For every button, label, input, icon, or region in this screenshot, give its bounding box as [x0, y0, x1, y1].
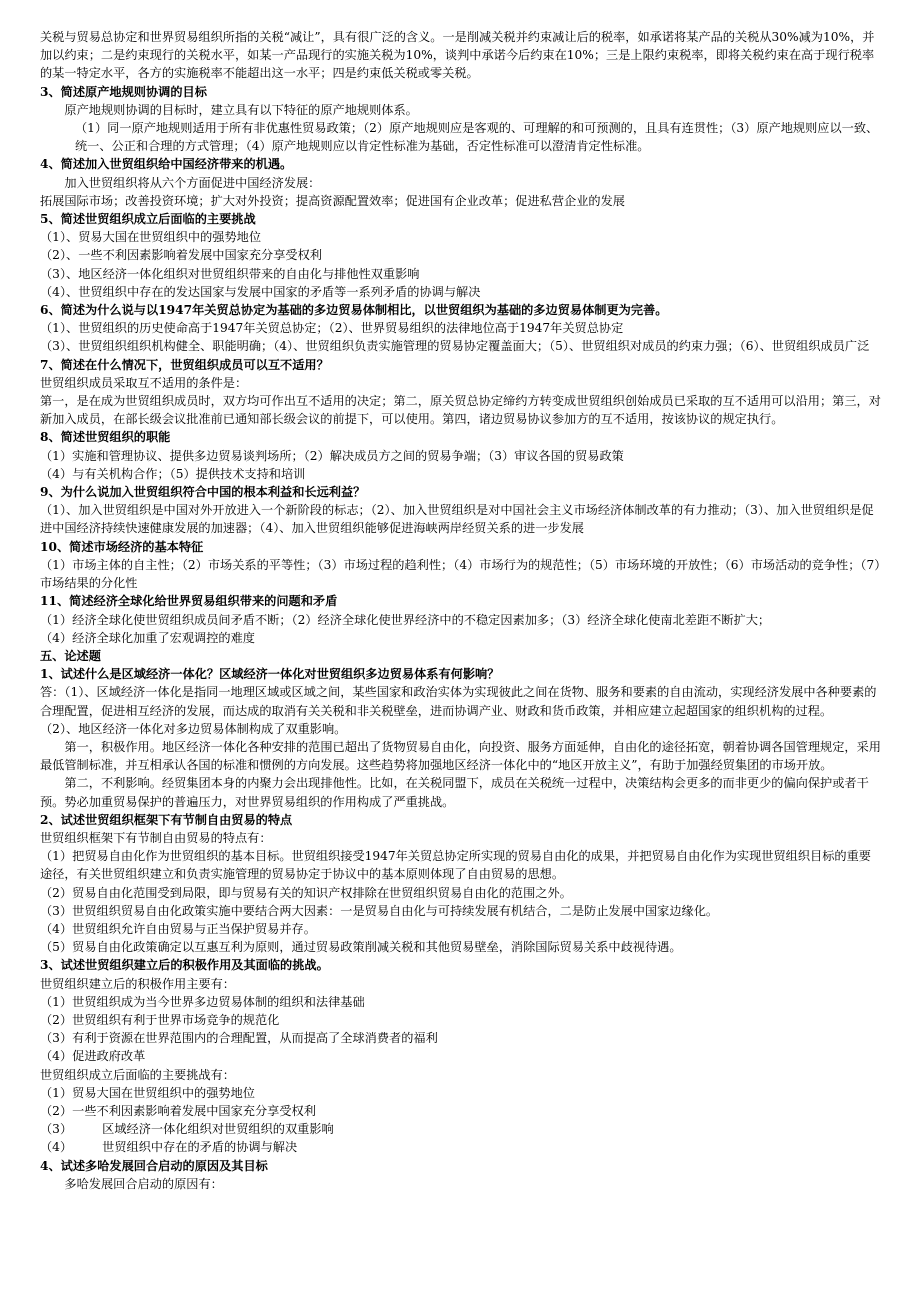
paragraph: （4）、世贸组织中存在的发达国家与发展中国家的矛盾等一系列矛盾的协调与解决 [40, 284, 481, 299]
paragraph: 关税与贸易总协定和世界贸易组织所指的关税“减让”，具有很广泛的含义。一是削减关税并约束减让后的税率，如承诺将某产品的关税从30%减为10%，并加以约束；二是约束现行的关税水平，如某一产品现行的实施关税为10%，谈判中承诺今后约束在10%；三是上限约束税率，即将关税约束在高于现行税率的某一特定水平，各方的实施税率不能超出这一水平；四是约束低关税或零关税。 [40, 30, 875, 81]
section-heading: 3、简述原产地规则协调的目标 [40, 84, 207, 99]
paragraph: 答：（1）、区域经济一体化是指同一地理区域或区域之间，某些国家和政治实体为实现彼此之间在货物、服务和要素的自由流动，实现经济发展中各种要素的合理配置，促进相互经济的发展，而达成的取消有关关税和非关税壁垒，进而协调产业、财政和货币政策，并相应建立起超国家的组织机构的过程。 [40, 685, 877, 718]
list-item [40, 1120, 882, 1138]
paragraph: （2）、地区经济一体化对多边贸易体制构成了双重影响。 [40, 721, 347, 736]
paragraph: 第二，不利影响。经贸集团本身的内聚力会出现排他性。比如，在关税同盟下，成员在关税统一过程中，决策结构会更多的而非更少的偏向保护或者干预。势必加重贸易保护的普遍压力，对世界贸易组织的作用构成了严重挑战。 [40, 776, 869, 809]
section-heading: 3、试述世贸组织建立后的积极作用及其面临的挑战。 [40, 958, 329, 973]
section-heading: 10、简述市场经济的基本特征 [40, 539, 204, 554]
paragraph: 加入世贸组织将从六个方面促进中国经济发展： [64, 175, 321, 190]
paragraph: （4）与有关机构合作；（5）提供技术支持和培训 [40, 466, 306, 481]
paragraph: （3）、世贸组织组织机构健全、职能明确；（4）、世贸组织负责实施管理的贸易协定覆盖面大；（5）、世贸组织对成员的约束力强；（6）、世贸组织成员广泛 [40, 339, 870, 354]
list-number: （4） [40, 1140, 73, 1155]
paragraph: （1）贸易大国在世贸组织中的强势地位 [40, 1085, 255, 1100]
paragraph: （3）世贸组织贸易自由化政策实施中要结合两大因素：一是贸易自由化与可持续发展有机结合，二是防止发展中国家边缘化。 [40, 903, 719, 918]
section-heading: 11、简述经济全球化给世界贸易组织带来的问题和矛盾 [40, 594, 338, 609]
paragraph: 原产地规则协调的目标时，建立具有以下特征的原产地规则体系。 [64, 102, 418, 117]
section-heading: 9、为什么说加入世贸组织符合中国的根本利益和长远利益？ [40, 485, 366, 500]
section-heading: 1、试述什么是区域经济一体化？区域经济一体化对世贸组织多边贸易体系有何影响？ [40, 667, 500, 682]
section-heading: 五、论述题 [40, 648, 101, 663]
paragraph: （1）、世贸组织的历史使命高于1947年关贸总协定；（2）、世界贸易组织的法律地位高于1947年关贸总协定 [40, 321, 624, 336]
paragraph: （5）贸易自由化政策确定以互惠互利为原则，通过贸易政策削减关税和其他贸易壁垒，消除国际贸易关系中歧视待遇。 [40, 940, 682, 955]
paragraph: 世贸组织建立后的积极作用主要有： [40, 976, 235, 991]
section-heading: 4、简述加入世贸组织给中国经济带来的机遇。 [40, 157, 293, 172]
paragraph: （2）贸易自由化范围受到局限，即与贸易有关的知识产权排除在世贸组织贸易自由化的范围之外。 [40, 885, 572, 900]
section-heading: 5、简述世贸组织成立后面临的主要挑战 [40, 212, 256, 227]
paragraph: （1）市场主体的自主性；（2）市场关系的平等性；（3）市场过程的趋利性；（4）市场行为的规范性；（5）市场环境的开放性；（6）市场活动的竞争性；（7）市场结果的分化性 [40, 557, 881, 591]
section-heading: 8、简述世贸组织的职能 [40, 430, 171, 445]
paragraph: （4）促进政府改革 [40, 1049, 146, 1064]
paragraph: （1）世贸组织成为当今世界多边贸易体制的组织和法律基础 [40, 994, 365, 1009]
section-heading: 4、试述多哈发展回合启动的原因及其目标 [40, 1158, 268, 1173]
list-item [40, 1138, 882, 1156]
paragraph: （2）世贸组织有利于世界市场竞争的规范化 [40, 1012, 280, 1027]
section-heading: 2、试述世贸组织框架下有节制自由贸易的特点 [40, 812, 293, 827]
paragraph: 拓展国际市场；改善投资环境；扩大对外投资；提高资源配置效率；促进国有企业改革；促进私营企业的发展 [40, 193, 625, 208]
paragraph: （3）有利于资源在世界范围内的合理配置，从而提高了全球消费者的福利 [40, 1031, 438, 1046]
paragraph: （1）同一原产地规则适用于所有非优惠性贸易政策；（2）原产地规则应是客观的、可理解的和可预测的，且具有连贯性；（3）原产地规则应以一致、统一、公正和合理的方式管理；（4）原产地规则应以肯定性标准为基础，否定性标准可以澄清肯定性标准。 [75, 121, 879, 154]
paragraph: （4）经济全球化加重了宏观调控的难度 [40, 630, 255, 645]
section-heading: 6、简述为什么说与以1947年关贸总协定为基础的多边贸易体制相比，以世贸组织为基础的多边贸易体制更为完善。 [40, 303, 668, 318]
paragraph: 世贸组织成员采取互不适用的条件是： [40, 375, 248, 390]
paragraph: 多哈发展回合启动的原因有： [64, 1176, 223, 1191]
paragraph: （2）、一些不利因素影响着发展中国家充分享受权利 [40, 248, 322, 263]
paragraph: （2）一些不利因素影响着发展中国家充分享受权利 [40, 1103, 316, 1118]
list-text: 世贸组织中存在的矛盾的协调与解决 [102, 1140, 298, 1155]
paragraph: 第一，是在成为世贸组织成员时，双方均可作出互不适用的决定；第二，原关贸总协定缔约方转变成世贸组织创始成员已采取的互不适用可以沿用；第三，对新加入成员，在部长级会议批准前已通知部长级会议的前提下，可以使用。第四，诸边贸易协议参加方的互不适用，按该协议的规定执行。 [40, 394, 881, 427]
paragraph: 世贸组织成立后面临的主要挑战有： [40, 1067, 235, 1082]
paragraph: （1）经济全球化使世贸组织成员间矛盾不断；（2）经济全球化使世界经济中的不稳定因素加多；（3）经济全球化使南北差距不断扩大； [40, 612, 771, 627]
paragraph: 第一，积极作用。地区经济一体化各种安排的范围已超出了货物贸易自由化，向投资、服务方面延伸，自由化的途径拓宽，朝着协调各国管理规定，采用最低管制标准，并互相承认各国的标准和惯例的方向发展。这些趋势将加强地区经济一体化中的“地区开放主义”，有助于加强经贸集团的市场开放。 [40, 739, 881, 773]
paragraph: （3）、地区经济一体化组织对世贸组织带来的自由化与排他性双重影响 [40, 266, 420, 281]
paragraph: （1）、贸易大国在世贸组织中的强势地位 [40, 230, 262, 245]
paragraph: （1）、加入世贸组织是中国对外开放进入一个新阶段的标志；（2）、加入世贸组织是对中国社会主义市场经济体制改革的有力推动；（3）、加入世贸组织是促进中国经济持续快速健康发展的加速器；（4）、加入世贸组织能够促进海峡两岸经贸关系的进一步发展 [40, 503, 874, 536]
paragraph: （4）世贸组织允许自由贸易与正当保护贸易并存。 [40, 921, 316, 936]
paragraph: （1）把贸易自由化作为世贸组织的基本目标。世贸组织接受1947年关贸总协定所实现的贸易自由化的成果，并把贸易自由化作为实现世贸组织目标的重要途径，有关世贸组织建立和负责实施管理的贸易协定于协议中的基本原则体现了自由贸易的思想。 [40, 849, 871, 882]
list-text: 区域经济一体化组织对世贸组织的双重影响 [102, 1122, 334, 1137]
section-heading: 7、简述在什么情况下，世贸组织成员可以互不适用？ [40, 357, 329, 372]
paragraph: （1）实施和管理协议、提供多边贸易谈判场所；（2）解决成员方之间的贸易争端；（3）审议各国的贸易政策 [40, 448, 624, 463]
paragraph: 世贸组织框架下有节制自由贸易的特点有： [40, 830, 272, 845]
list-number: （3） [40, 1122, 73, 1137]
